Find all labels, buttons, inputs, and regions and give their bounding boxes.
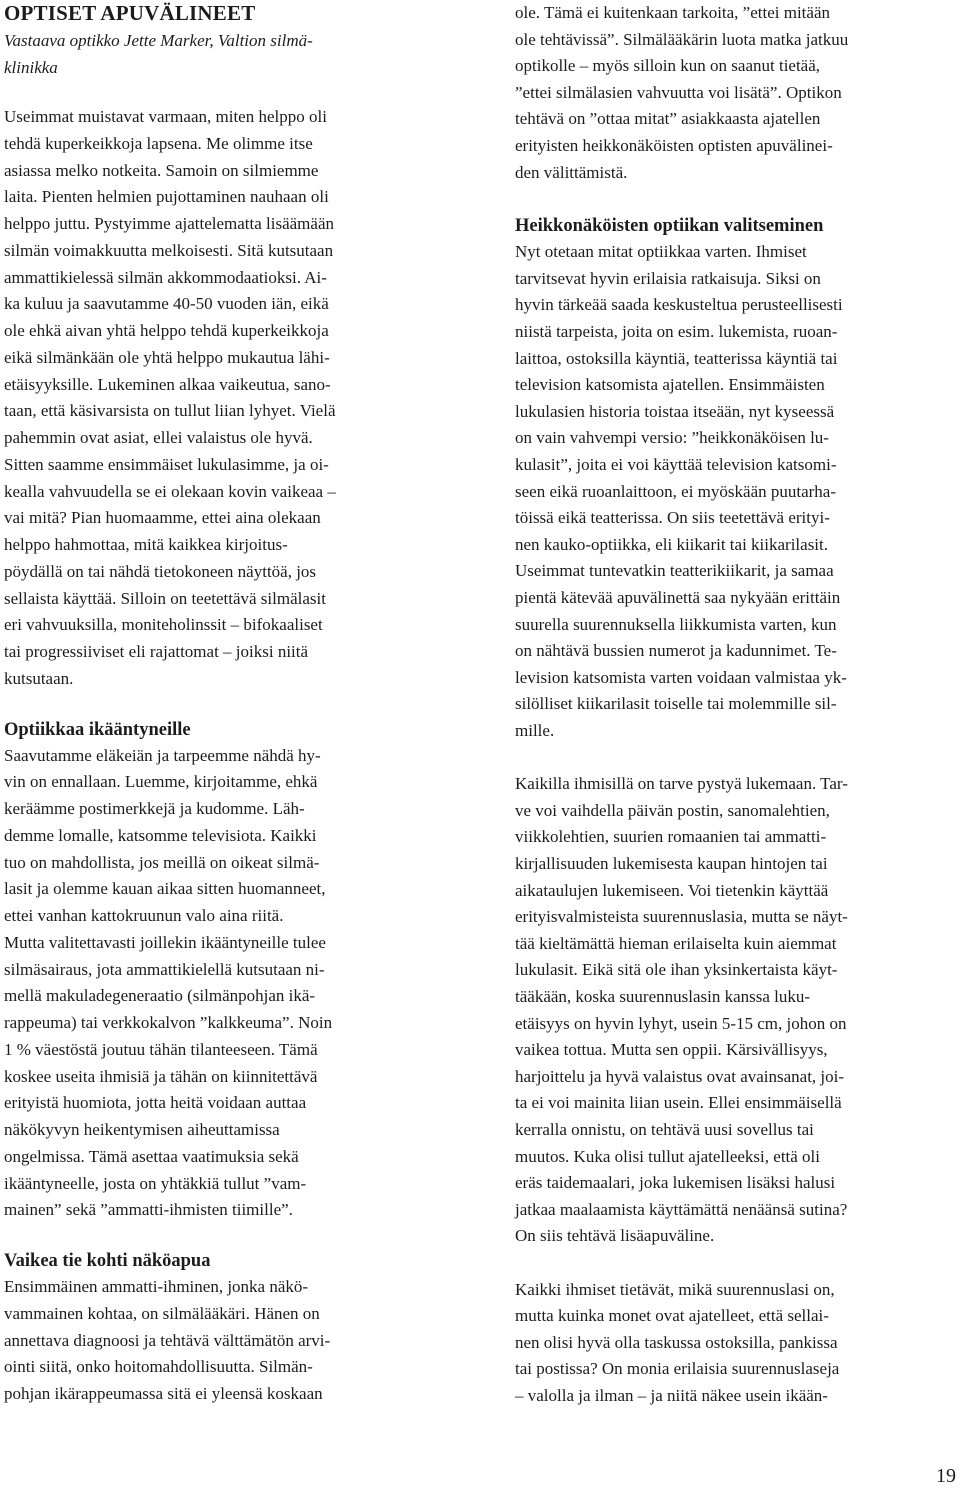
text-line: ettei vanhan kattokruunun valo aina riitä. xyxy=(4,906,284,925)
text-line: silmän voimakkuutta melkoisesti. Sitä kutsutaan xyxy=(4,240,334,260)
text-line: den välittämistä. xyxy=(515,162,628,182)
text-line: hyvin tärkeää saada keskusteltua perusteellisesti xyxy=(515,295,843,315)
text-line: harjoittelu ja hyvä valaistus ovat avainsanat, joi- xyxy=(515,1066,845,1086)
text-line: Kaikilla ihmisillä on tarve pystyä lukemaan. Tar- xyxy=(515,774,848,794)
text-line: sellaista käyttää. Silloin on teetettävä silmälasit xyxy=(4,588,326,608)
text-line: Sitten saamme ensimmäiset lukulasimme, ja oi- xyxy=(4,454,329,474)
text-line: eri vahvuuksilla, moniteholinssit – bifokaaliset xyxy=(4,615,323,635)
text-line: ammattikielessä silmän akkommodaatioksi. Ai- xyxy=(4,267,327,287)
text-line: tarvitsevat hyvin erilaisia ratkaisuja. Siksi on xyxy=(515,268,821,288)
text-line: keräämme postimerkkejä ja kudomme. Läh- xyxy=(4,799,305,818)
text-line: nen olisi hyvä olla taskussa ostoksilla, pankissa xyxy=(515,1332,838,1352)
text-line: Useimmat tuntevatkin teatterikiikarit, ja samaa xyxy=(515,561,834,581)
text-line: tehtävä on ”ottaa mitat” asiakkaasta ajatellen xyxy=(515,109,821,129)
text-line: ”ettei silmälasien vahvuutta voi lisätä”. Optikon xyxy=(515,82,842,102)
text-line: demme lomalle, katsomme televisiota. Kaikki xyxy=(4,825,317,845)
text-line: mellä makuladegeneraatio (silmänpohjan ikä- xyxy=(4,986,316,1006)
text-line: näkökyvyn heikentymisen aiheuttamissa xyxy=(4,1120,280,1139)
text-line: mutta kuinka monet ovat ajatelleet, että sellai- xyxy=(515,1306,829,1326)
text-line: annettava diagnoosi ja tehtävä välttämätön arvi- xyxy=(4,1330,331,1350)
text-line: Useimmat muistavat varmaan, miten helppo oli xyxy=(4,107,327,126)
text-line: ole ehkä aivan yhtä helppo tehdä kuperkeikkoja xyxy=(4,321,329,340)
text-line: erityistä huomiota, jotta heitä voidaan auttaa xyxy=(4,1093,307,1113)
text-line: television katsomista ajatellen. Ensimmäisten xyxy=(515,375,825,395)
text-line: niistä tarpeista, joita on esim. lukemista, ruoan- xyxy=(515,322,838,341)
text-line: ka kuluu ja saavutamme 40-50 vuoden iän, eikä xyxy=(4,294,329,314)
text-line: tuo on mahdollista, jos meillä on oikeat silmä- xyxy=(4,852,320,872)
text-line: laittoa, ostoksilla käyntiä, teatterissa käyntiä tai xyxy=(515,348,838,368)
text-line: ongelmissa. Tämä asettaa vaatimuksia sekä xyxy=(4,1146,299,1166)
text-line: nen kauko-optiikka, eli kiikarit tai kiikarilasit. xyxy=(515,534,829,554)
text-line: taan, että käsivarsista on tullut liian lyhyet. Vielä xyxy=(4,401,336,421)
text-line: laita. Pienten helmien pujottaminen nauhaan oli xyxy=(4,187,329,207)
text-line: on vain vahvempi versio: ”heikkonäköisen lu- xyxy=(515,428,829,448)
text-line: koskee useita ihmisiä ja tähän on kiinnitettävä xyxy=(4,1066,318,1086)
text-line: seen eikä ruoanlaittoon, ei myöskään puutarha- xyxy=(515,481,836,501)
text-line: ole tehtävissä”. Silmälääkärin luota matka jatkuu xyxy=(515,29,849,49)
text-line: rappeuma) tai verkkokalvon ”kalkkeuma”. Noin xyxy=(4,1013,333,1032)
text-line: On siis tehtävä lisäapuväline. xyxy=(515,1226,715,1246)
text-line: Mutta valitettavasti joillekin ikääntyneille tulee xyxy=(4,932,326,952)
text-line: silölliset kiikarilasit toiselle tai molemmille sil- xyxy=(515,694,837,714)
text-line: tää kieltämättä hieman erilaiselta kuin aiemmat xyxy=(515,933,837,953)
text-line: 1 % väestöstä joutuu tähän tilanteeseen. Tämä xyxy=(4,1039,318,1059)
text-line: jatkaa maalaamista käyttämättä nenäänsä sutina? xyxy=(515,1199,848,1219)
text-line: mainen” sekä ”ammatti-ihmisten tiimille”. xyxy=(4,1200,293,1220)
text-line: helppo hahmottaa, mitä kaikkea kirjoitus- xyxy=(4,535,288,554)
text-line: erityisten heikkonäköisten optisten apuvälinei- xyxy=(515,136,833,155)
text-line: erityisvalmisteista suurennuslasia, mutta se näyt- xyxy=(515,907,848,927)
text-line: vai mitä? Pian huomaamme, ettei aina olekaan xyxy=(4,508,321,528)
text-line: tai postissa? On monia erilaisia suurennuslaseja xyxy=(515,1359,840,1379)
text-line: ole. Tämä ei kuitenkaan tarkoita, ”ettei mitään xyxy=(515,3,830,22)
text-line: etäisyyksille. Lukeminen alkaa vaikeutua, sano- xyxy=(4,374,331,394)
text-line: eräs taidemaalari, joka lukemisen lisäksi halusi xyxy=(515,1173,836,1193)
text-line: Nyt otetaan mitat optiikkaa varten. Ihmiset xyxy=(515,242,807,262)
text-line: pöydällä on tai nähdä tietokoneen näyttöä, jos xyxy=(4,561,317,581)
text-line: ointi siitä, onko hoitomahdollisuutta. Silmän- xyxy=(4,1357,313,1377)
text-line: lukulasit. Eikä sitä ole ihan yksinkertaista käyt- xyxy=(515,960,838,980)
author-line-1: Vastaava optikko Jette Marker, Valtion silmä- xyxy=(4,31,313,50)
text-line: – valolla ja ilman – ja niitä näkee usein ikään- xyxy=(515,1386,828,1405)
text-line: levision katsomista varten voidaan valmistaa yk- xyxy=(515,667,847,687)
text-line: vaikea tottua. Mutta sen oppii. Kärsivällisyys, xyxy=(515,1040,828,1060)
text-line: ve voi vaihdella päivän postin, sanomalehtien, xyxy=(515,800,830,820)
page-number: 19 xyxy=(936,1465,956,1487)
text-line: pientä kätevää apuvälinettä saa nykyään erittäin xyxy=(515,588,841,607)
text-line: ikääntyneelle, josta on yhtäkkiä tullut ”vam- xyxy=(4,1173,307,1193)
text-line: eikä silmänkään ole yhtä helppo mukautua lähi- xyxy=(4,347,330,367)
article-title: OPTISET APUVÄLINEET xyxy=(4,1,256,25)
text-line: silmäsairaus, jota ammattikielellä kutsutaan ni- xyxy=(4,959,325,979)
text-line: muutos. Kuka olisi tullut ajatelleeksi, että oli xyxy=(515,1146,821,1166)
text-line: vammainen kohtaa, on silmälääkäri. Hänen on xyxy=(4,1303,320,1323)
text-line: kealla vahvuudella se ei olekaan kovin vaikeaa – xyxy=(4,481,336,501)
author-line-2: klinikka xyxy=(4,58,58,77)
text-line: viikkolehtien, suurien romaanien tai ammatti- xyxy=(515,827,827,847)
text-line: on nähtävä bussien numerot ja kadunnimet. Te- xyxy=(515,641,837,661)
text-line: pahemmin ovat asiat, ellei valaistus ole hyvä. xyxy=(4,428,313,447)
text-line: pohjan ikärappeumassa sitä ei yleensä koskaan xyxy=(4,1384,323,1403)
text-line: Kaikki ihmiset tietävät, mikä suurennuslasi on, xyxy=(515,1279,835,1299)
text-line: optikolle – myös silloin kun on saanut tietää, xyxy=(515,56,821,76)
text-line: ta ei voi mainita liian usein. Ellei ensimmäisellä xyxy=(515,1093,842,1113)
text-line: etäisyys on hyvin lyhyt, usein 5-15 cm, johon on xyxy=(515,1013,847,1033)
section-heading: Vaikea tie kohti näköapua xyxy=(4,1251,211,1271)
text-line: Ensimmäinen ammatti-ihminen, jonka näkö- xyxy=(4,1277,309,1296)
text-line: tääkään, koska suurennuslasin kanssa luku- xyxy=(515,987,811,1006)
section-heading: Optiikkaa ikääntyneille xyxy=(4,719,191,740)
text-line: kutsutaan. xyxy=(4,668,74,688)
text-line: lasit ja olemme kauan aikaa sitten huomanneet, xyxy=(4,879,326,899)
section-heading: Heikkonäköisten optiikan valitseminen xyxy=(515,216,824,237)
text-line: töissä eikä teatterissa. On siis teetettävä erityi- xyxy=(515,508,830,528)
text-line: helppo juttu. Pystyimme ajattelematta lisäämään xyxy=(4,214,334,233)
text-line: kirjallisuuden lukemisesta kaupan hintojen tai xyxy=(515,854,828,873)
text-line: lukulasien historia toistaa itseään, nyt kyseessä xyxy=(515,401,835,421)
text-line: tai progressiiviset eli rajattomat – joiksi niitä xyxy=(4,642,309,661)
text-line: kulasit”, joita ei voi käyttää television katsomi- xyxy=(515,455,837,474)
text-line: suurella suurennuksella liikkumista varten, kun xyxy=(515,614,837,634)
text-line: kerralla onnistu, on tehtävä uusi sovellus tai xyxy=(515,1120,814,1139)
text-line: vin on ennallaan. Luemme, kirjoitamme, ehkä xyxy=(4,772,318,792)
text-line: Saavutamme eläkeiän ja tarpeemme nähdä hy- xyxy=(4,745,321,765)
text-line: mille. xyxy=(515,721,555,740)
text-line: asiassa melko notkeita. Samoin on silmiemme xyxy=(4,160,319,180)
text-line: aikataulujen lukemiseen. Voi tietenkin käyttää xyxy=(515,880,829,900)
text-line: tehdä kuperkeikkoja lapsena. Me olimme itse xyxy=(4,133,313,153)
